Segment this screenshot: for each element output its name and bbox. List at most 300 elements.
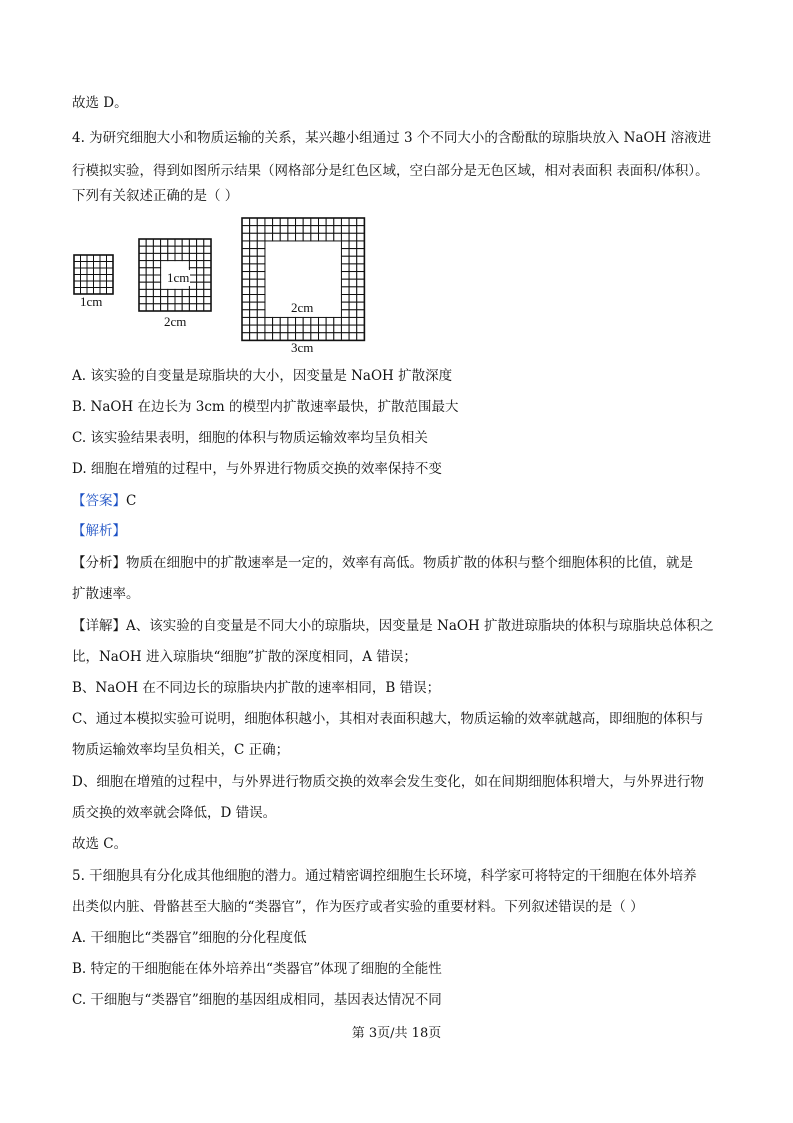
detail-line-7: 质交换的效率就会降低，D 错误。	[72, 805, 277, 821]
grid-cell	[100, 281, 107, 288]
grid-cell	[242, 241, 250, 249]
grid-cell	[303, 218, 311, 226]
grid-cell	[257, 287, 265, 295]
grid-cell	[273, 325, 281, 333]
grid-cell	[146, 268, 153, 275]
grid-cell	[94, 262, 101, 269]
grid-cell	[319, 226, 327, 234]
grid-cell	[349, 272, 357, 280]
grid-cell	[100, 268, 107, 275]
grid-cell	[189, 268, 196, 275]
grid-cell	[341, 333, 349, 341]
grid-cell	[326, 233, 334, 241]
grid-cell	[341, 302, 349, 310]
grid-cell	[153, 289, 160, 296]
grid-cell	[175, 253, 182, 260]
grid-cell	[204, 253, 211, 260]
grid-cell	[182, 289, 189, 296]
grid-cell	[311, 218, 319, 226]
grid-cell	[280, 325, 288, 333]
grid-cell	[250, 272, 258, 280]
grid-cell	[100, 262, 107, 269]
grid-cell	[182, 304, 189, 311]
answer-row	[72, 491, 136, 511]
grid-cell	[168, 289, 175, 296]
grid-cell	[349, 218, 357, 226]
grid-cell	[189, 304, 196, 311]
grid-cell	[326, 218, 334, 226]
grid-cell	[161, 297, 168, 304]
grid-cell	[341, 233, 349, 241]
q3-answer-line: 故选 D。	[72, 95, 128, 111]
grid-cell	[265, 333, 273, 341]
grid-cell	[303, 226, 311, 234]
grid-cell	[257, 310, 265, 318]
grid-cell	[146, 246, 153, 253]
grid-cell	[296, 325, 304, 333]
grid-cell	[326, 226, 334, 234]
grid-cell	[288, 317, 296, 325]
q4-option-d: D. 细胞在增殖的过程中，与外界进行物质交换的效率保持不变	[72, 461, 442, 477]
grid-cell	[81, 255, 88, 262]
grid-cell	[326, 317, 334, 325]
grid-cell	[296, 226, 304, 234]
grid-cell	[257, 279, 265, 287]
grid-cell	[100, 255, 107, 262]
answer-value: C	[126, 493, 137, 509]
agar-block-figure	[0, 0, 793, 360]
q5-stem-line-1: 5. 干细胞具有分化成其他细胞的潜力。通过精密调控细胞生长环境，科学家可将特定的干细胞在体外培养	[72, 868, 697, 884]
grid-cell	[139, 275, 146, 282]
grid-cell	[257, 233, 265, 241]
grid-cell	[182, 253, 189, 260]
grid-cell	[349, 249, 357, 257]
grid-cell	[189, 246, 196, 253]
grid-cell	[273, 233, 281, 241]
grid-cell	[265, 317, 273, 325]
page-footer: 第 3页/共 18页	[351, 1026, 442, 1041]
grid-cell	[204, 239, 211, 246]
grid-cell	[357, 233, 365, 241]
grid-cell	[257, 295, 265, 303]
grid-cell	[153, 253, 160, 260]
grid-cell	[265, 233, 273, 241]
grid-cell	[168, 304, 175, 311]
detail-tag: 【详解】	[72, 618, 126, 634]
q4-option-b: B. NaOH 在边长为 3cm 的模型内扩散速率最快，扩散范围最大	[72, 399, 459, 415]
detail-line-1: A、该实验的自变量是不同大小的琼脂块，因变量是 NaOH 扩散进琼脂块的体积与琼脂块总体积之	[126, 618, 714, 634]
grid-cell	[341, 325, 349, 333]
grid-cell	[153, 275, 160, 282]
grid-cell	[81, 281, 88, 288]
grid-cell	[146, 253, 153, 260]
block-1-size-label: 1cm	[80, 294, 103, 309]
grid-cell	[242, 256, 250, 264]
grid-cell	[357, 249, 365, 257]
grid-cell	[242, 279, 250, 287]
grid-cell	[197, 268, 204, 275]
grid-cell	[139, 246, 146, 253]
grid-cell	[296, 218, 304, 226]
grid-cell	[273, 226, 281, 234]
q5-option-b: B. 特定的干细胞能在体外培养出“类器官”体现了细胞的全能性	[72, 961, 442, 977]
grid-cell	[182, 246, 189, 253]
grid-cell	[265, 226, 273, 234]
grid-cell	[334, 317, 342, 325]
grid-cell	[341, 295, 349, 303]
grid-cell	[357, 218, 365, 226]
detail-line-4: C、通过本模拟实验可说明，细胞体积越小，其相对表面积越大，物质运输的效率就越高，即细胞的体积与	[72, 711, 704, 727]
grid-cell	[250, 249, 258, 257]
grid-cell	[357, 310, 365, 318]
grid-cell	[161, 289, 168, 296]
grid-cell	[349, 233, 357, 241]
q4-conclusion: 故选 C。	[72, 836, 128, 852]
grid-cell	[197, 297, 204, 304]
grid-cell	[341, 279, 349, 287]
grid-cell	[341, 310, 349, 318]
grid-cell	[74, 262, 81, 269]
grid-cell	[273, 218, 281, 226]
grid-cell	[357, 287, 365, 295]
q4-option-a: A. 该实验的自变量是琼脂块的大小，因变量是 NaOH 扩散深度	[72, 368, 453, 384]
grid-cell	[242, 333, 250, 341]
grid-cell	[250, 317, 258, 325]
grid-cell	[107, 281, 114, 288]
grid-cell	[197, 253, 204, 260]
block-3-inner-label: 2cm	[291, 300, 314, 315]
grid-cell	[250, 295, 258, 303]
grid-cell	[197, 261, 204, 268]
grid-cell	[242, 325, 250, 333]
agar-block-3cm	[242, 218, 364, 340]
grid-cell	[334, 325, 342, 333]
grid-cell	[107, 288, 114, 295]
grid-cell	[311, 325, 319, 333]
grid-cell	[357, 325, 365, 333]
grid-cell	[175, 289, 182, 296]
grid-cell	[182, 239, 189, 246]
detail-line-2: 比，NaOH 进入琼脂块“细胞”扩散的深度相同，A 错误；	[72, 649, 417, 665]
grid-cell	[146, 275, 153, 282]
grid-cell	[303, 325, 311, 333]
grid-cell	[257, 218, 265, 226]
grid-cell	[334, 218, 342, 226]
q5-option-c: C. 干细胞与“类器官”细胞的基因组成相同，基因表达情况不同	[72, 992, 442, 1008]
grid-cell	[94, 281, 101, 288]
grid-cell	[280, 317, 288, 325]
grid-cell	[257, 272, 265, 280]
grid-cell	[161, 239, 168, 246]
grid-cell	[242, 295, 250, 303]
grid-cell	[189, 275, 196, 282]
grid-cell	[311, 317, 319, 325]
grid-cell	[197, 246, 204, 253]
detail-row-1	[72, 616, 714, 636]
grid-cell	[87, 281, 94, 288]
q4-option-c: C. 该实验结果表明，细胞的体积与物质运输效率均呈负相关	[72, 430, 428, 446]
grid-cell	[197, 282, 204, 289]
grid-cell	[288, 233, 296, 241]
grid-cell	[357, 295, 365, 303]
grid-cell	[182, 297, 189, 304]
grid-cell	[257, 249, 265, 257]
detail-line-5: 物质运输效率均呈负相关，C 正确；	[72, 742, 290, 758]
grid-cell	[94, 255, 101, 262]
grid-cell	[349, 241, 357, 249]
grid-cell	[175, 246, 182, 253]
grid-cell	[139, 239, 146, 246]
grid-cell	[242, 310, 250, 318]
agar-block-1cm	[74, 255, 113, 294]
grid-cell	[139, 253, 146, 260]
grid-cell	[250, 233, 258, 241]
grid-cell	[242, 233, 250, 241]
grid-cell	[349, 333, 357, 341]
grid-cell	[280, 218, 288, 226]
grid-cell	[161, 253, 168, 260]
grid-cell	[326, 333, 334, 341]
grid-cell	[87, 275, 94, 282]
grid-cell	[161, 246, 168, 253]
grid-cell	[250, 264, 258, 272]
grid-cell	[107, 275, 114, 282]
grid-cell	[94, 268, 101, 275]
grid-cell	[81, 262, 88, 269]
grid-cell	[139, 261, 146, 268]
grid-cell	[168, 253, 175, 260]
grid-cell	[357, 279, 365, 287]
grid-cell	[311, 233, 319, 241]
grid-cell	[242, 226, 250, 234]
grid-cell	[319, 218, 327, 226]
grid-cell	[349, 310, 357, 318]
grid-cell	[107, 262, 114, 269]
grid-cell	[357, 317, 365, 325]
grid-cell	[273, 317, 281, 325]
fenxi-tag: 【分析】	[72, 555, 126, 571]
grid-cell	[175, 304, 182, 311]
grid-cell	[204, 304, 211, 311]
block-3-size-label: 3cm	[291, 340, 314, 355]
grid-cell	[319, 233, 327, 241]
grid-cell	[146, 261, 153, 268]
agar-blocks-svg	[0, 0, 793, 360]
grid-cell	[204, 282, 211, 289]
grid-cell	[197, 304, 204, 311]
grid-cell	[175, 239, 182, 246]
grid-cell	[341, 226, 349, 234]
grid-cell	[189, 261, 196, 268]
grid-cell	[107, 255, 114, 262]
grid-cell	[288, 325, 296, 333]
grid-cell	[153, 297, 160, 304]
grid-cell	[257, 317, 265, 325]
grid-cell	[81, 275, 88, 282]
grid-cell	[161, 304, 168, 311]
grid-cell	[139, 289, 146, 296]
grid-cell	[357, 333, 365, 341]
grid-cell	[334, 226, 342, 234]
grid-cell	[189, 297, 196, 304]
grid-cell	[257, 256, 265, 264]
grid-cell	[139, 282, 146, 289]
detail-line-3: B、NaOH 在不同边长的琼脂块内扩散的速率相同，B 错误；	[72, 680, 441, 696]
grid-cell	[341, 272, 349, 280]
grid-cell	[189, 289, 196, 296]
grid-cell	[280, 233, 288, 241]
fenxi-text-2: 扩散速率。	[72, 586, 140, 602]
grid-cell	[250, 325, 258, 333]
grid-cell	[250, 287, 258, 295]
grid-cell	[197, 239, 204, 246]
grid-cell	[175, 297, 182, 304]
grid-cell	[357, 256, 365, 264]
grid-cell	[197, 275, 204, 282]
answer-tag: 【答案】	[72, 493, 126, 509]
grid-cell	[357, 272, 365, 280]
grid-cell	[319, 317, 327, 325]
grid-cell	[168, 246, 175, 253]
grid-cell	[280, 333, 288, 341]
grid-cell	[357, 226, 365, 234]
grid-cell	[319, 325, 327, 333]
grid-cell	[341, 287, 349, 295]
grid-cell	[273, 333, 281, 341]
grid-cell	[81, 268, 88, 275]
grid-cell	[204, 297, 211, 304]
fenxi-row	[72, 553, 693, 573]
grid-cell	[153, 268, 160, 275]
grid-cell	[153, 304, 160, 311]
grid-cell	[87, 262, 94, 269]
grid-cell	[146, 304, 153, 311]
grid-cell	[204, 246, 211, 253]
grid-cell	[341, 241, 349, 249]
grid-cell	[100, 275, 107, 282]
grid-cell	[250, 302, 258, 310]
grid-cell	[153, 239, 160, 246]
grid-cell	[357, 264, 365, 272]
grid-cell	[242, 249, 250, 257]
grid-cell	[349, 279, 357, 287]
grid-cell	[349, 287, 357, 295]
grid-cell	[349, 295, 357, 303]
grid-cell	[349, 302, 357, 310]
grid-cell	[242, 287, 250, 295]
grid-cell	[257, 226, 265, 234]
grid-cell	[357, 302, 365, 310]
grid-cell	[189, 239, 196, 246]
grid-cell	[242, 218, 250, 226]
grid-cell	[349, 256, 357, 264]
grid-cell	[87, 268, 94, 275]
grid-cell	[197, 289, 204, 296]
q4-stem-line-2: 行模拟实验，得到如图所示结果（网格部分是红色区域，空白部分是无色区域，相对表面积 表面积/体积）。	[72, 163, 709, 179]
grid-cell	[146, 297, 153, 304]
grid-cell	[280, 226, 288, 234]
grid-cell	[349, 264, 357, 272]
grid-cell	[139, 304, 146, 311]
grid-cell	[265, 325, 273, 333]
grid-cell	[74, 281, 81, 288]
grid-cell	[341, 249, 349, 257]
grid-cell	[326, 325, 334, 333]
q5-option-a: A. 干细胞比“类器官”细胞的分化程度低	[72, 930, 307, 946]
grid-cell	[139, 268, 146, 275]
grid-cell	[257, 241, 265, 249]
grid-cell	[168, 297, 175, 304]
grid-cell	[257, 333, 265, 341]
grid-cell	[349, 317, 357, 325]
grid-cell	[288, 226, 296, 234]
grid-cell	[146, 289, 153, 296]
grid-cell	[349, 325, 357, 333]
grid-cell	[74, 268, 81, 275]
grid-cell	[204, 261, 211, 268]
q4-stem-line-3: 下列有关叙述正确的是（ ）	[72, 188, 239, 204]
grid-cell	[168, 239, 175, 246]
q5-stem-line-2: 出类似内脏、骨骼甚至大脑的“类器官”，作为医疗或者实验的重要材料。下列叙述错误的是（ ）	[72, 899, 644, 915]
grid-cell	[250, 333, 258, 341]
grid-cell	[204, 268, 211, 275]
grid-cell	[341, 218, 349, 226]
grid-cell	[146, 239, 153, 246]
grid-cell	[349, 226, 357, 234]
grid-cell	[139, 297, 146, 304]
grid-cell	[341, 256, 349, 264]
grid-cell	[153, 246, 160, 253]
grid-cell	[357, 241, 365, 249]
grid-cell	[257, 264, 265, 272]
grid-cell	[334, 233, 342, 241]
grid-cell	[242, 264, 250, 272]
grid-cell	[250, 226, 258, 234]
analysis-tag: 【解析】	[72, 523, 126, 539]
grid-cell	[288, 218, 296, 226]
grid-cell	[242, 302, 250, 310]
block-2-size-label: 2cm	[164, 314, 187, 329]
grid-cell	[341, 264, 349, 272]
grid-cell	[204, 275, 211, 282]
fenxi-text-1: 物质在细胞中的扩散速率是一定的，效率有高低。物质扩散的体积与整个细胞体积的比值，就是	[126, 555, 693, 571]
grid-cell	[296, 233, 304, 241]
detail-line-6: D、细胞在增殖的过程中，与外界进行物质交换的效率会发生变化，如在间期细胞体积增大，与外界进行物	[72, 774, 704, 790]
grid-cell	[189, 282, 196, 289]
grid-cell	[153, 282, 160, 289]
grid-cell	[153, 261, 160, 268]
grid-cell	[107, 268, 114, 275]
grid-cell	[189, 253, 196, 260]
grid-cell	[303, 233, 311, 241]
grid-cell	[242, 317, 250, 325]
grid-cell	[250, 279, 258, 287]
grid-cell	[319, 333, 327, 341]
grid-cell	[265, 218, 273, 226]
grid-cell	[250, 256, 258, 264]
grid-cell	[250, 218, 258, 226]
grid-cell	[87, 255, 94, 262]
grid-cell	[146, 282, 153, 289]
grid-cell	[204, 289, 211, 296]
grid-cell	[74, 255, 81, 262]
grid-cell	[250, 310, 258, 318]
grid-cell	[94, 275, 101, 282]
block-2-inner-label: 1cm	[167, 270, 190, 285]
grid-cell	[257, 302, 265, 310]
grid-cell	[334, 333, 342, 341]
q4-stem-line-1: 4. 为研究细胞大小和物质运输的关系，某兴趣小组通过 3 个不同大小的含酚酞的琼脂块放入 NaOH 溶液进	[72, 130, 712, 146]
